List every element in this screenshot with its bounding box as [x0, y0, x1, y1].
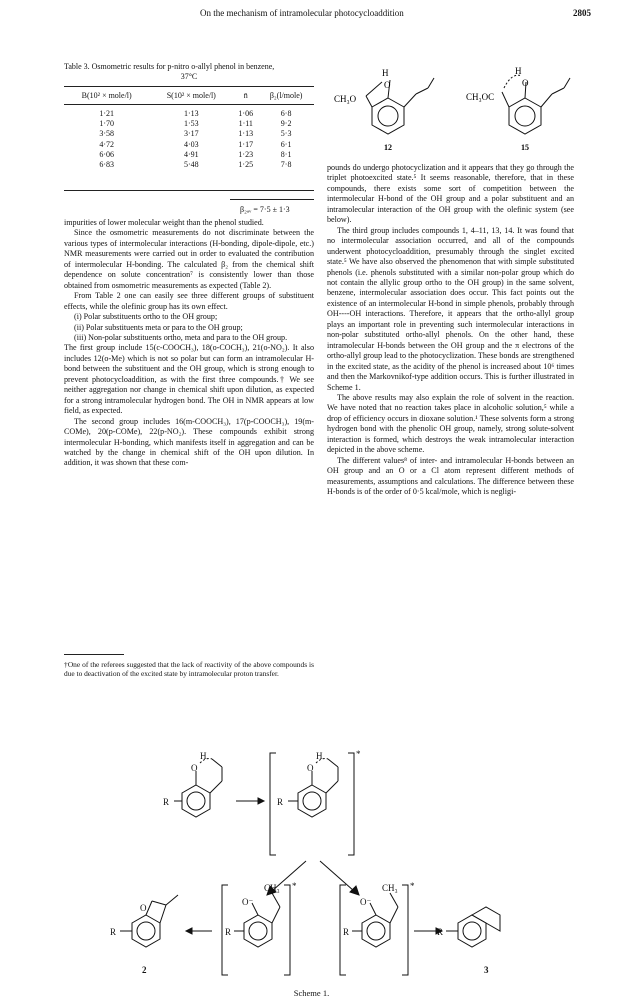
benzene-ring-15	[509, 98, 541, 134]
excited-star: *	[356, 749, 361, 759]
table-cell: 3·17	[183, 129, 199, 139]
table-cell: 5·3	[280, 129, 292, 139]
scheme-ring-start	[182, 785, 210, 817]
scheme-ring-product-2	[132, 915, 160, 947]
ch3-label: CH₃	[264, 883, 280, 893]
table-average: β₂ₐᵥ = 7·5 ± 1·3	[240, 205, 290, 214]
footnote: †One of the referees suggested that the lack of reactivity of the above compounds is due to deactivation of the excited state by intramolecular proton transfer.	[64, 660, 314, 679]
atom-o: O	[191, 763, 198, 773]
paragraph: impurities of lower molecular weight than the phenol studied.	[64, 218, 264, 227]
scheme-ring-excited	[298, 785, 326, 817]
atom-o-minus: O⁻	[360, 897, 372, 907]
table-cell: 6·8	[280, 109, 292, 118]
arrow-down-right	[320, 861, 354, 891]
table-cell: 9·2	[280, 119, 292, 129]
table-cell: 1·70	[99, 119, 115, 129]
table-header-cell: n̄	[233, 87, 258, 105]
table-cell: 4·72	[99, 139, 115, 149]
table-row	[64, 160, 314, 170]
table-cell: 4·91	[183, 149, 199, 159]
table-cell: 1·06	[238, 109, 254, 118]
atom-h-12: H	[382, 68, 389, 78]
table-caption	[64, 62, 314, 82]
atom-o-minus: O⁻	[242, 897, 254, 907]
atom-o: O	[140, 903, 147, 913]
benzene-ring-12	[372, 98, 404, 134]
paragraph: (iii) Non-polar substituents ortho, meta and para to the OH group.	[74, 332, 288, 342]
table-cell: 3·58	[99, 129, 115, 139]
atom-h-15: H	[515, 66, 522, 76]
compound-label-2: 2	[142, 965, 147, 975]
table-row	[64, 129, 314, 139]
table-cell: 6·1	[280, 139, 292, 149]
table-cell: 6·83	[99, 160, 115, 170]
excited-star: *	[292, 881, 297, 891]
paragraph: The third group includes compounds 1, 4–11, 13, 14. It was found that no intermolecular association occurred, and all of the compounds underwent photocycloaddition, presumably through the singlet excited state.⁵ We have also observed the phenomenon that with simple substituted phenols (i.e. phenols substituted with a similar non-polar group which do not contain the allylic group ortho to the OH group) in the same solvent, benzene, intermolecular association does occur. This fact points out the existence of an intermolecular H-bond in simple phenols, probably through OH----OH interactions. Therefore, it appears that the ortho-allyl group plays an important role in preventing such intermolecular interactions in non-polar substituted ortho-allyl phenols. On the other hand, these intramolecular H-bonds between the OH group and the π electrons of the ortho-allyl group lead to the photocyclization. These bonds are strengthened in the excited state, as the acidity of the phenol is increased about 10⁶ times and then the Markovnikof-type addition occurs. This is further illustrated in Scheme 1.	[327, 225, 574, 392]
scheme-ring-product-3	[458, 915, 486, 947]
table-temperature: 37°C	[180, 72, 198, 81]
paragraph: pounds do undergo photocyclization and it appears that they go through the triplet photoexcited state.⁵ It seems reasonable, therefore, that in these compounds, there exists some sort of competition between the intermolecular H-bond of the OH group and a polar substituent and an intramolecular interaction of the OH group with the olefinic system (see below).	[327, 163, 574, 225]
table-row	[64, 105, 314, 120]
table-caption-text: Table 3. Osmometric results for p-nitro o-allyl phenol in benzene,	[64, 62, 275, 71]
table-cell: 1·13	[183, 109, 199, 118]
paragraph: The above results may also explain the role of solvent in the reaction. We have noted that no reaction takes place in alcoholic solution,⁵ while a drop of efficiency occurs in dioxane solution.¹ These solvents form a strong hydrogen bond with the phenolic OH group, namely, strong solute-solvent interaction is formed, which destroys the weak intramolecular interaction depicted in the above scheme.	[327, 392, 574, 455]
table-header-cell: β₂(l/mole)	[258, 87, 314, 105]
table-cell: 1·17	[238, 139, 254, 149]
r-group: R	[343, 927, 350, 937]
aromatic-circle-15	[515, 106, 535, 126]
paragraph: Since the osmometric measurements do not discriminate between the various types of intermolecular interactions (H-bonding, dipole-dipole, etc.) NMR measurements were carried out in order to evaluated the contribution of intermolecular H-bonding. The calculated β₂ from the chemical shift dependence on solute concentration⁷ is consistently lower than those obtained from osmometric measurements as expected (Table 2).	[64, 228, 314, 290]
paragraph: The second group includes 16(m-COOCH₃), 17(p-COOCH₃), 19(m-COMe), 20(p-COMe), 22(p-NO₂). These compounds exhibit strong intermolecular H-bonding, which manifests itself in aggregation and can be watched by the change in chemical shift of the OH upon dilution. In addition, it was shown that these com-	[64, 416, 314, 468]
footnote-rule	[64, 654, 124, 655]
paragraph: (ii) Polar substituents meta or para to the OH group;	[74, 322, 243, 332]
table-rule	[64, 190, 314, 191]
compound-label-3: 3	[484, 965, 489, 975]
table-header-row	[64, 87, 314, 105]
ch3-label: CH₃	[382, 883, 398, 893]
table-row	[64, 140, 314, 150]
compound-label-12: 12	[384, 143, 392, 152]
table-cell: 1·53	[183, 119, 199, 129]
table-cell: 4·03	[183, 139, 199, 149]
scheme-1	[0, 745, 623, 985]
paragraph: (i) Polar substituents ortho to the OH group;	[74, 312, 218, 322]
table-cell: 6·06	[99, 149, 115, 159]
page-number: 2805	[573, 8, 591, 18]
r-group: R	[110, 927, 117, 937]
running-title: On the mechanism of intramolecular photocycloaddition	[200, 8, 404, 18]
table-cell: 7·8	[280, 160, 292, 170]
compound-label-15: 15	[521, 143, 529, 152]
r-group: R	[437, 927, 444, 937]
atom-h: H	[316, 751, 323, 761]
r-group: R	[163, 797, 170, 807]
atom-o-12: O	[384, 80, 391, 90]
r-group: R	[225, 927, 232, 937]
r-group: R	[277, 797, 284, 807]
paragraph: The first group include 15(c-COOCH₃), 18(o-COCH₃), 21(o-NO₂). It also includes 12(o-Me) which is not so polar but can form an intramolecular H-bond between the substituent and the OH group, which is strong enough to prevent photocycloaddition, as with the first three compounds.† We see neither aggregation nor change in chemical shift upon dilution, as expected for a strong intramolecular hydrogen bond. The OH in NMR appears at low field, as expected.	[64, 343, 314, 416]
table-cell: 1·25	[238, 160, 254, 170]
table-cell: 1·11	[238, 119, 253, 129]
table-cell: 1·13	[238, 129, 254, 139]
table-cell: 1·23	[238, 149, 254, 159]
table-cell: 8·1	[280, 149, 292, 159]
atom-h: H	[200, 751, 207, 761]
osmometric-table	[64, 86, 314, 170]
atom-o: O	[307, 763, 314, 773]
atom-o-15: O	[522, 78, 529, 88]
table-average-rule	[230, 199, 314, 200]
aromatic-circle-12	[378, 106, 398, 126]
table-row	[64, 150, 314, 160]
structures-12-15	[330, 58, 590, 158]
table-cell: 5·48	[183, 160, 199, 170]
scheme-caption: Scheme 1.	[293, 988, 330, 998]
right-column-text	[327, 163, 574, 498]
paragraph: The different values⁸ of inter- and intramolecular H-bonds between an OH group and an O or a Cl atom represent different methods of measurements, assumptions and calculations. The difference between these H-bonds is of the order of 0·5 kcal/mole, which is negligi-	[327, 455, 574, 497]
left-column-text	[64, 218, 314, 469]
table-header-cell: S(10² × mole/l)	[149, 87, 233, 105]
table-row	[64, 119, 314, 129]
excited-star: *	[410, 881, 415, 891]
paragraph: From Table 2 one can easily see three different groups of substituent effects, while the olefinic group has its own effect.	[64, 291, 314, 311]
substituent-15: CH₃OC	[466, 92, 495, 102]
substituent-12: CH₃O	[334, 94, 357, 104]
table-header-cell: B(10² × mole/l)	[64, 87, 149, 105]
table-cell: 1·21	[99, 109, 115, 118]
